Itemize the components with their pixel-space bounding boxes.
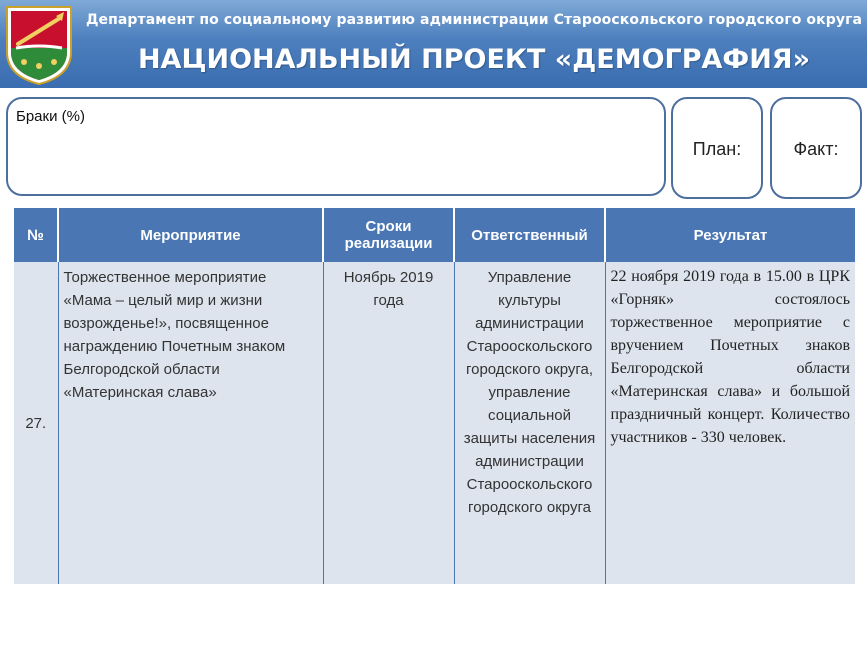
indicator-label: Браки (%) [16,108,85,125]
row-result: 22 ноября 2019 года в 15.00 в ЦРК «Горняк» состоялось торжественное мероприятие с вручением Почетных знаков Белгородской области «Материнская слава» и большой праздничный концерт. Количество участников - 330 человек. [605,262,855,584]
department-title: Департамент по социальному развитию администрации Старооскольского городского округа [85,12,863,28]
row-date: Ноябрь 2019 года [323,262,454,584]
table-header-row [14,208,855,262]
row-number: 27. [14,262,58,584]
column-header-number: № [14,208,58,262]
column-header-event: Мероприятие [58,208,323,262]
fact-box [770,97,862,199]
project-title: НАЦИОНАЛЬНЫЙ ПРОЕКТ «ДЕМОГРАФИЯ» [137,44,811,75]
plan-box [671,97,763,199]
header-banner [0,0,867,88]
column-header-result: Результат [605,208,855,262]
events-table [14,208,855,584]
table-row [14,262,855,584]
fact-label: Факт: [793,139,839,159]
row-responsible: Управление культуры администрации Старооскольского городского округа, управление социальной защиты населения администрации Старооскольского городского округа [454,262,605,584]
column-header-responsible: Ответственный [454,208,605,262]
row-event: Торжественное мероприятие «Мама – целый мир и жизни возрожденье!», посвященное награждению Почетным знаком Белгородской области «Материнская слава» [58,262,323,584]
coat-of-arms-emblem-icon [4,4,74,86]
column-header-dates: Сроки реализации [323,208,454,262]
plan-label: План: [692,139,742,159]
indicator-box [6,97,666,196]
